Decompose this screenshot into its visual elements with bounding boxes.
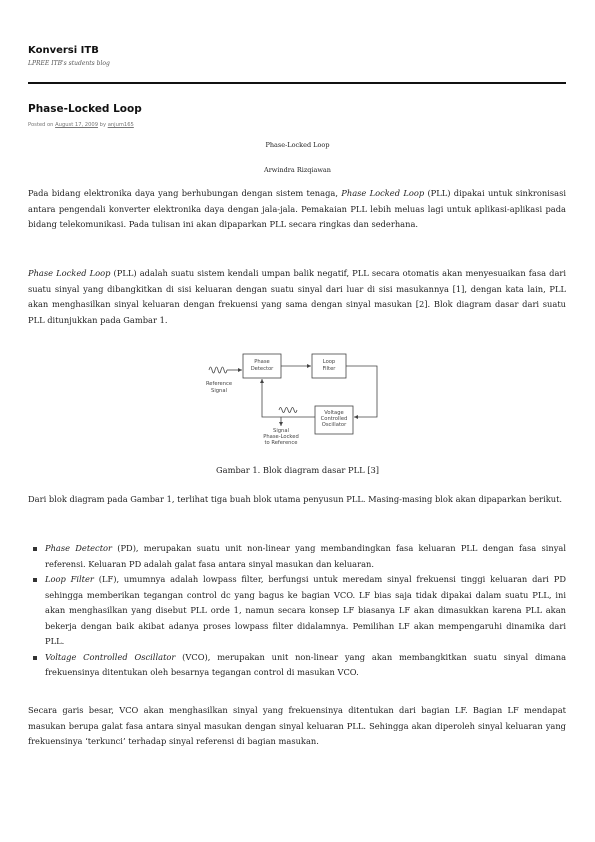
pll-block-diagram	[205, 348, 390, 450]
ref-label-2: Signal	[211, 388, 227, 394]
bullet-text: (PD), merupakan suatu unit non-linear yang membandingkan fasa keluaran PLL dengan fasa sinyal referensi. Keluaran PD adalah galat fasa antara sinyal masukan dan keluaran.	[45, 543, 566, 569]
post-title[interactable]: Phase-Locked Loop	[28, 103, 142, 115]
meta-prefix: Posted on	[28, 122, 56, 128]
list-item	[33, 572, 566, 650]
vco-label-3: Oscillator	[321, 422, 347, 428]
paragraph-blocks-intro: Dari blok diagram pada Gambar 1, terlihat tiga buah blok utama penyusun PLL. Masing-masing blok akan dipaparkan berikut.	[28, 494, 563, 504]
out-label-2: Phase-Locked	[263, 434, 299, 440]
pd-label-2: Detector	[250, 366, 274, 372]
bullet-square-icon	[33, 656, 37, 660]
vco-label-2: Controlled	[320, 416, 348, 422]
p1-text-a: Pada bidang elektronika daya yang berhubungan dengan sistem tenaga,	[28, 188, 342, 198]
bullet-square-icon	[33, 578, 37, 582]
bullet-text: (LF), umumnya adalah lowpass filter, berfungsi untuk meredam sinyal frekuensi tinggi keluaran dari PD sehingga memberikan tegangan control dc yang bagus ke bagian VCO. LF bias saja tidak dipakai dalam suatu PLL, ini akan menghasilkan yang disebut PLL orde 1, namun secara konsep LF biasanya LF akan dimasukkan karena PLL akan bekerja dengan baik akibat adanya proses lowpass filter didalamnya. Pemilihan LF akan mempengaruhi dinamika dari PLL.	[45, 574, 566, 646]
pd-label-1: Phase	[254, 359, 270, 365]
block-list	[33, 541, 566, 681]
bullet-text: (VCO), merupakan unit non-linear yang akan membangkitkan suatu sinyal dimana frekuensinya ditentukan oleh besarnya tegangan control di masukan VCO.	[45, 651, 567, 677]
vco-label-1: Voltage	[324, 410, 344, 416]
out-label-3: to Reference	[264, 440, 298, 446]
p2-italic: Phase Locked Loop	[28, 268, 111, 278]
lf-label-2: Filter	[322, 366, 336, 372]
out-label-1: Signal	[273, 428, 289, 434]
site-title[interactable]: Konversi ITB	[28, 45, 99, 56]
figure-caption: Gambar 1. Blok diagram dasar PLL [3]	[216, 465, 379, 475]
bullet-square-icon	[33, 547, 37, 551]
meta-by: by	[98, 122, 108, 128]
reference-sine-icon	[209, 367, 227, 373]
p2-text: (PLL) adalah suatu sistem kendali umpan balik negatif, PLL secara otomatis akan menyesuaikan fasa dari suatu sinyal yang dibangkitkan di sisi keluaran dengan suatu sinyal dari luar di sisi masukannya [1], dengan kata lain, PLL akan menghasilkan sinyal keluaran dengan frekuensi yang sama dengan sinyal masukan [2]. Blok diagram dasar dari suatu PLL ditunjukkan pada Gambar 1.	[28, 268, 567, 325]
header-divider	[28, 82, 566, 84]
post-author-link[interactable]: anjum165	[107, 122, 134, 128]
lf-label-1: Loop	[322, 359, 336, 365]
p1-italic: Phase Locked Loop	[341, 188, 425, 198]
document-heading: Phase-Locked Loop	[265, 141, 330, 149]
site-description: LPREE ITB's students blog	[28, 60, 110, 67]
post-meta	[28, 122, 134, 128]
output-sine-icon	[279, 408, 297, 413]
list-item	[33, 541, 566, 572]
list-item	[33, 650, 566, 681]
post-date-link[interactable]: August 17, 2009	[55, 122, 99, 128]
bullet-term: Loop Filter	[45, 574, 94, 584]
paragraph-definition	[28, 266, 566, 328]
paragraph-summary: Secara garis besar, VCO akan menghasilkan sinyal yang frekuensinya ditentukan dari bagian LF. Bagian LF mendapat masukan berupa galat fasa antara sinyal masukan dengan sinyal keluaran PLL. Sehingga akan diperoleh sinyal keluaran yang frekuensinya ‘terkunci’ terhadap sinyal referensi di bagian masukan.	[28, 705, 566, 746]
bullet-term: Phase Detector	[45, 543, 113, 553]
paragraph-intro	[28, 186, 566, 233]
document-author: Arwindra Rizqiawan	[264, 166, 331, 174]
ref-label-1: Reference	[205, 381, 233, 387]
bullet-term: Voltage Controlled Oscillator	[45, 651, 176, 662]
p1-text-b: (PLL) dipakai untuk sinkronisasi antara pengendali konverter elektronika daya dengan jala-jala. Pemakaian PLL lebih meluas lagi untuk aplikasi-aplikasi pada bidang telekomunikasi. Pada tulisan ini akan dipaparkan PLL secara ringkas dan sederhana.	[28, 188, 567, 229]
